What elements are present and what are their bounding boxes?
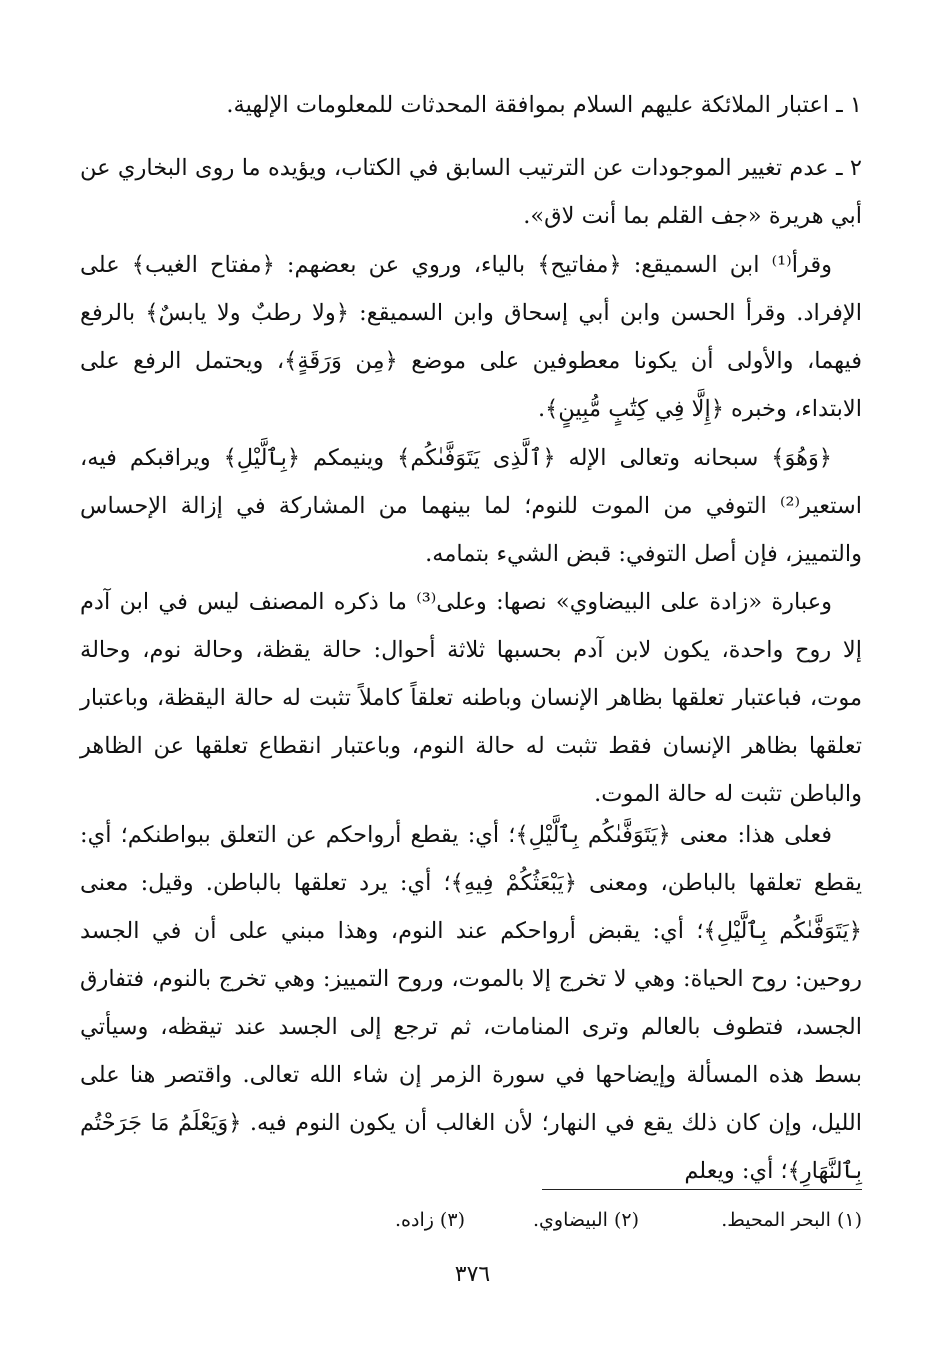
paragraph-5-block <box>80 578 862 818</box>
paragraph-5: وعبارة «زادة على البيضاوي» نصها: وعلى⁽³⁾ ما ذكره المصنف ليس في ابن آدم إلا روح واحدة، يكون لابن آدم بحسبها ثلاثة أحوال: حالة يقظة، وحالة نوم، وحالة موت، فباعتبار تعلقها بظاهر الإنسان وباطنه تعلقاً كاملاً تثبت له حالة اليقظة، وباعتبار تعلقها بظاهر الإنسان فقط تثبت له حالة النوم، وباعتبار انقطاع تعلقها عن الظاهر والباطن تثبت له حالة الموت. <box>80 589 862 807</box>
paragraph-3-block <box>80 241 862 433</box>
paragraph-1-block <box>80 81 862 129</box>
footnote-1: (١) البحر المحيط. <box>721 1209 862 1231</box>
paragraph-2: ٢ ـ عدم تغيير الموجودات عن الترتيب السابق في الكتاب، ويؤيده ما روى البخاري عن أبي هريرة «جف القلم بما أنت لاق». <box>80 155 862 229</box>
paragraph-4: ﴿وَهُوَ﴾ سبحانه وتعالى الإله ﴿ٱلَّذِى يَتَوَفَّىٰكُم﴾ وينيمكم ﴿بِٱلَّيْلِ﴾ ويراقبكم فيه، استعير⁽²⁾ التوفي من الموت للنوم؛ لما بينهما من المشاركة في إزالة الإحساس والتمييز، فإن أصل التوفي: قبض الشيء بتمامه. <box>80 445 862 567</box>
paragraph-2-block <box>80 144 862 240</box>
paragraph-6: فعلى هذا: معنى ﴿يَتَوَفَّىٰكُم بِٱلَّيْلِ﴾؛ أي: يقطع أرواحكم عن التعلق ببواطنكم؛ أي: يقطع تعلقها بالباطن، ومعنى ﴿يَبْعَثُكُمْ فِيهِ﴾؛ أي: يرد تعلقها بالباطن. وقيل: معنى ﴿يَتَوَفَّىٰكُم بِٱلَّيْلِ﴾؛ أي: يقبض أرواحكم عند النوم، وهذا مبني على أن في الجسد روحين: روح الحياة: وهي لا تخرج إلا بالموت، وروح التمييز: وهي تخرج بالنوم، فتفارق الجسد، فتطوف بالعالم وترى المنامات، ثم ترجع إلى الجسد عند تيقظه، وسيأتي بسط هذه المسألة وإيضاحها في سورة الزمر إن شاء الله تعالى. واقتصر هنا على الليل، وإن كان ذلك يقع في النهار؛ لأن الغالب أن يكون النوم فيه. ﴿وَيَعْلَمُ مَا جَرَحْتُم بِٱلنَّهَارِ﴾؛ أي: ويعلم <box>80 822 862 1184</box>
paragraph-4-block <box>80 434 862 578</box>
footnote-separator <box>542 1189 862 1190</box>
footnotes <box>80 1204 862 1236</box>
page-number: ٣٧٦ <box>454 1262 491 1287</box>
paragraph-1: ١ ـ اعتبار الملائكة عليهم السلام بموافقة المحدثات للمعلومات الإلهية. <box>226 92 862 118</box>
footnote-2: (٢) البيضاوي. <box>533 1209 639 1231</box>
paragraph-3: وقرأ⁽¹⁾ ابن السميقع: ﴿مفاتيح﴾ بالياء، وروي عن بعضهم: ﴿مفتاح الغيب﴾ على الإفراد. وقرأ الحسن وابن أبي إسحاق وابن السميقع: ﴿ولا رطبٌ ولا يابسٌ﴾ بالرفع فيهما، والأولى أن يكونا معطوفين على موضع ﴿مِن وَرَقَةٍ﴾، ويحتمل الرفع على الابتداء، وخبره ﴿إِلَّا فِي كِتَٰبٍ مُّبِينٍ﴾. <box>80 252 862 422</box>
paragraph-6-block <box>80 811 862 1195</box>
footnote-3: (٣) زاده. <box>394 1209 465 1231</box>
